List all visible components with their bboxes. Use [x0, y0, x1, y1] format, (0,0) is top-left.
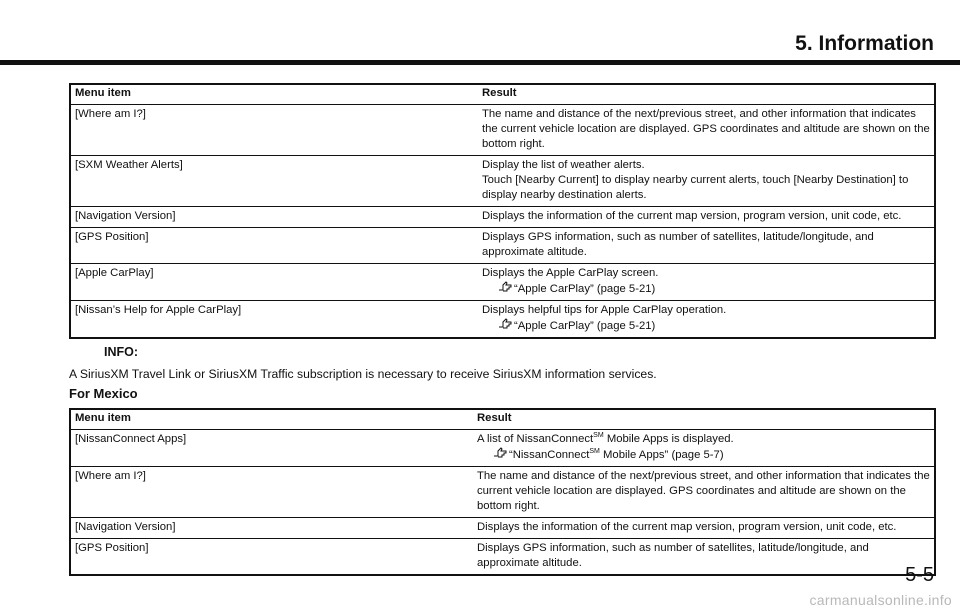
menu-item-cell: [GPS Position]: [70, 228, 478, 264]
table-row: [70, 539, 935, 576]
section-heading: For Mexico: [69, 386, 138, 401]
result-text: A list of NissanConnect: [477, 433, 594, 445]
reference-hand-icon: [498, 281, 514, 297]
menu-item-cell: [Navigation Version]: [70, 518, 473, 539]
table-row: [70, 228, 935, 264]
page-reference-link[interactable]: [482, 281, 931, 297]
table-row: [70, 264, 935, 301]
result-cell: [478, 264, 935, 301]
watermark: carmanualsonline.info: [809, 592, 952, 608]
result-cell: Displays GPS information, such as number of satellites, latitude/longitude, and approximate altitude.: [478, 228, 935, 264]
result-text: Mobile Apps is displayed.: [606, 433, 734, 445]
page-title: 5. Information: [795, 32, 934, 55]
column-header-menu-item: Menu item: [75, 87, 131, 99]
result-cell: The name and distance of the next/previous street, and other information that indicates the current vehicle location are displayed. GPS coordinates and altitude are shown on the bottom right.: [473, 467, 935, 518]
table-row: [70, 156, 935, 207]
menu-item-cell: [Where am I?]: [70, 467, 473, 518]
result-line: [477, 432, 931, 447]
result-line: Display the list of weather alerts.: [482, 159, 645, 171]
menu-item-cell: [Navigation Version]: [70, 207, 478, 228]
result-cell: The name and distance of the next/previous street, and other information that indicates the current vehicle location are displayed. GPS coordinates and altitude are shown on the bottom right.: [478, 105, 935, 156]
column-header-result: Result: [482, 87, 517, 99]
table-row: [70, 301, 935, 339]
table-header-row: [70, 409, 935, 430]
result-cell: Displays GPS information, such as number of satellites, latitude/longitude, and approximate altitude.: [473, 539, 935, 576]
info-label: INFO:: [104, 345, 139, 359]
page-reference-text: “Apple CarPlay” (page 5-21): [514, 319, 656, 332]
info-text: A SiriusXM Travel Link or SiriusXM Traffic subscription is necessary to receive SiriusXM information services.: [69, 367, 657, 381]
column-header-menu-item: Menu item: [75, 412, 131, 424]
page-reference-link[interactable]: [477, 447, 931, 463]
service-mark: SM: [589, 447, 600, 455]
menu-table: [69, 83, 936, 339]
result-line: Displays the Apple CarPlay screen.: [482, 267, 659, 279]
page-reference-link[interactable]: [482, 318, 931, 334]
menu-item-cell: [Apple CarPlay]: [70, 264, 478, 301]
table-row: [70, 430, 935, 467]
mexico-menu-table: [69, 408, 936, 576]
table-row: [70, 467, 935, 518]
table-row: [70, 207, 935, 228]
result-line: Displays helpful tips for Apple CarPlay operation.: [482, 304, 727, 316]
header-rule: [0, 60, 960, 65]
reference-hand-icon: [498, 318, 514, 334]
result-line: Touch [Nearby Current] to display nearby current alerts, touch [Nearby Destination] to display nearby destination alerts.: [482, 174, 909, 201]
table-header-row: [70, 84, 935, 105]
reference-hand-icon: [493, 447, 509, 463]
column-header-result: Result: [477, 412, 512, 424]
service-mark: SM: [593, 432, 604, 439]
menu-item-cell: [Where am I?]: [70, 105, 478, 156]
result-cell: [473, 430, 935, 467]
table-row: [70, 105, 935, 156]
result-cell: Displays the information of the current map version, program version, unit code, etc.: [473, 518, 935, 539]
page-reference-text: “NissanConnect: [509, 448, 590, 461]
result-cell: [478, 156, 935, 207]
page-number: 5-5: [905, 564, 934, 586]
menu-item-cell: [GPS Position]: [70, 539, 473, 576]
result-cell: Displays the information of the current map version, program version, unit code, etc.: [478, 207, 935, 228]
menu-item-cell: [NissanConnect Apps]: [70, 430, 473, 467]
menu-item-cell: [SXM Weather Alerts]: [70, 156, 478, 207]
page-reference-text: “Apple CarPlay” (page 5-21): [514, 282, 656, 295]
table-row: [70, 518, 935, 539]
result-cell: [478, 301, 935, 339]
menu-item-cell: [Nissan’s Help for Apple CarPlay]: [70, 301, 478, 339]
page-reference-text: Mobile Apps” (page 5-7): [599, 448, 724, 461]
